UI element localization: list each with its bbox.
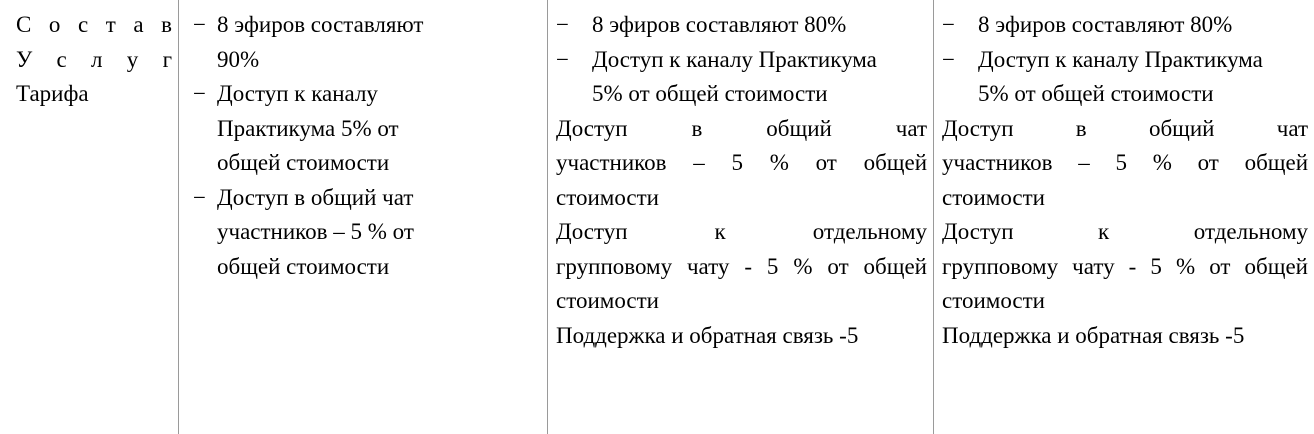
- list-item-text: Доступ к каналу Практикума 5% от общей стоимости: [592, 46, 877, 106]
- paragraph-first-line: Доступ в общий чат: [942, 115, 1308, 141]
- list-item: [193, 8, 541, 77]
- dash-marker: −: [556, 12, 569, 37]
- list-item-text: Доступ к каналу Практикума 5% от общей стоимости: [978, 46, 1263, 106]
- list-item: [193, 77, 541, 181]
- list-item-text: 8 эфиров составляют 80%: [978, 12, 1233, 37]
- tariff-1-cell: [179, 0, 548, 434]
- paragraph: [942, 319, 1308, 354]
- dash-marker: −: [942, 12, 955, 37]
- list-item: [942, 8, 1308, 43]
- row-header-line: С о с т а в: [16, 12, 172, 37]
- paragraph: [942, 112, 1308, 216]
- dash-marker: −: [193, 184, 206, 210]
- dash-marker: −: [942, 46, 955, 72]
- row-header-cell: [0, 0, 179, 434]
- row-header-line: У с л у г: [16, 46, 172, 72]
- paragraph-text: групповому чату - 5 % от общей стоимости: [556, 253, 927, 313]
- paragraph: [556, 319, 927, 354]
- list-item-text: Доступ к каналу Практикума 5% от общей стоимости: [217, 81, 399, 175]
- paragraph-first-line: Доступ к отдельному: [556, 219, 927, 244]
- dash-marker: −: [193, 81, 206, 106]
- list-item: [942, 43, 1308, 112]
- list-item: [193, 181, 541, 285]
- paragraph: [556, 215, 927, 319]
- tariff-3-cell: [934, 0, 1314, 434]
- dash-marker: −: [556, 46, 569, 72]
- paragraph: [942, 215, 1308, 319]
- paragraph-text: Поддержка и обратная связь -5: [556, 322, 859, 348]
- paragraph-text: Поддержка и обратная связь -5: [942, 322, 1245, 348]
- paragraph-text: групповому чату - 5 % от общей стоимости: [942, 253, 1308, 313]
- paragraph: [556, 112, 927, 216]
- paragraph-text: участников – 5 % от общей стоимости: [942, 150, 1308, 210]
- tariff-2-cell: [548, 0, 934, 434]
- list-item: [556, 8, 927, 43]
- paragraph-text: участников – 5 % от общей стоимости: [556, 150, 927, 210]
- list-item-text: Доступ в общий чат участников – 5 % от общей стоимости: [217, 184, 414, 279]
- dash-marker: −: [193, 12, 206, 37]
- list-item-text: 8 эфиров составляют 90%: [217, 12, 424, 72]
- paragraph-first-line: Доступ в общий чат: [556, 115, 927, 141]
- paragraph-first-line: Доступ к отдельному: [942, 219, 1308, 244]
- list-item: [556, 43, 927, 112]
- list-item-text: 8 эфиров составляют 80%: [592, 12, 847, 37]
- row-header-line: Тарифа: [16, 81, 89, 106]
